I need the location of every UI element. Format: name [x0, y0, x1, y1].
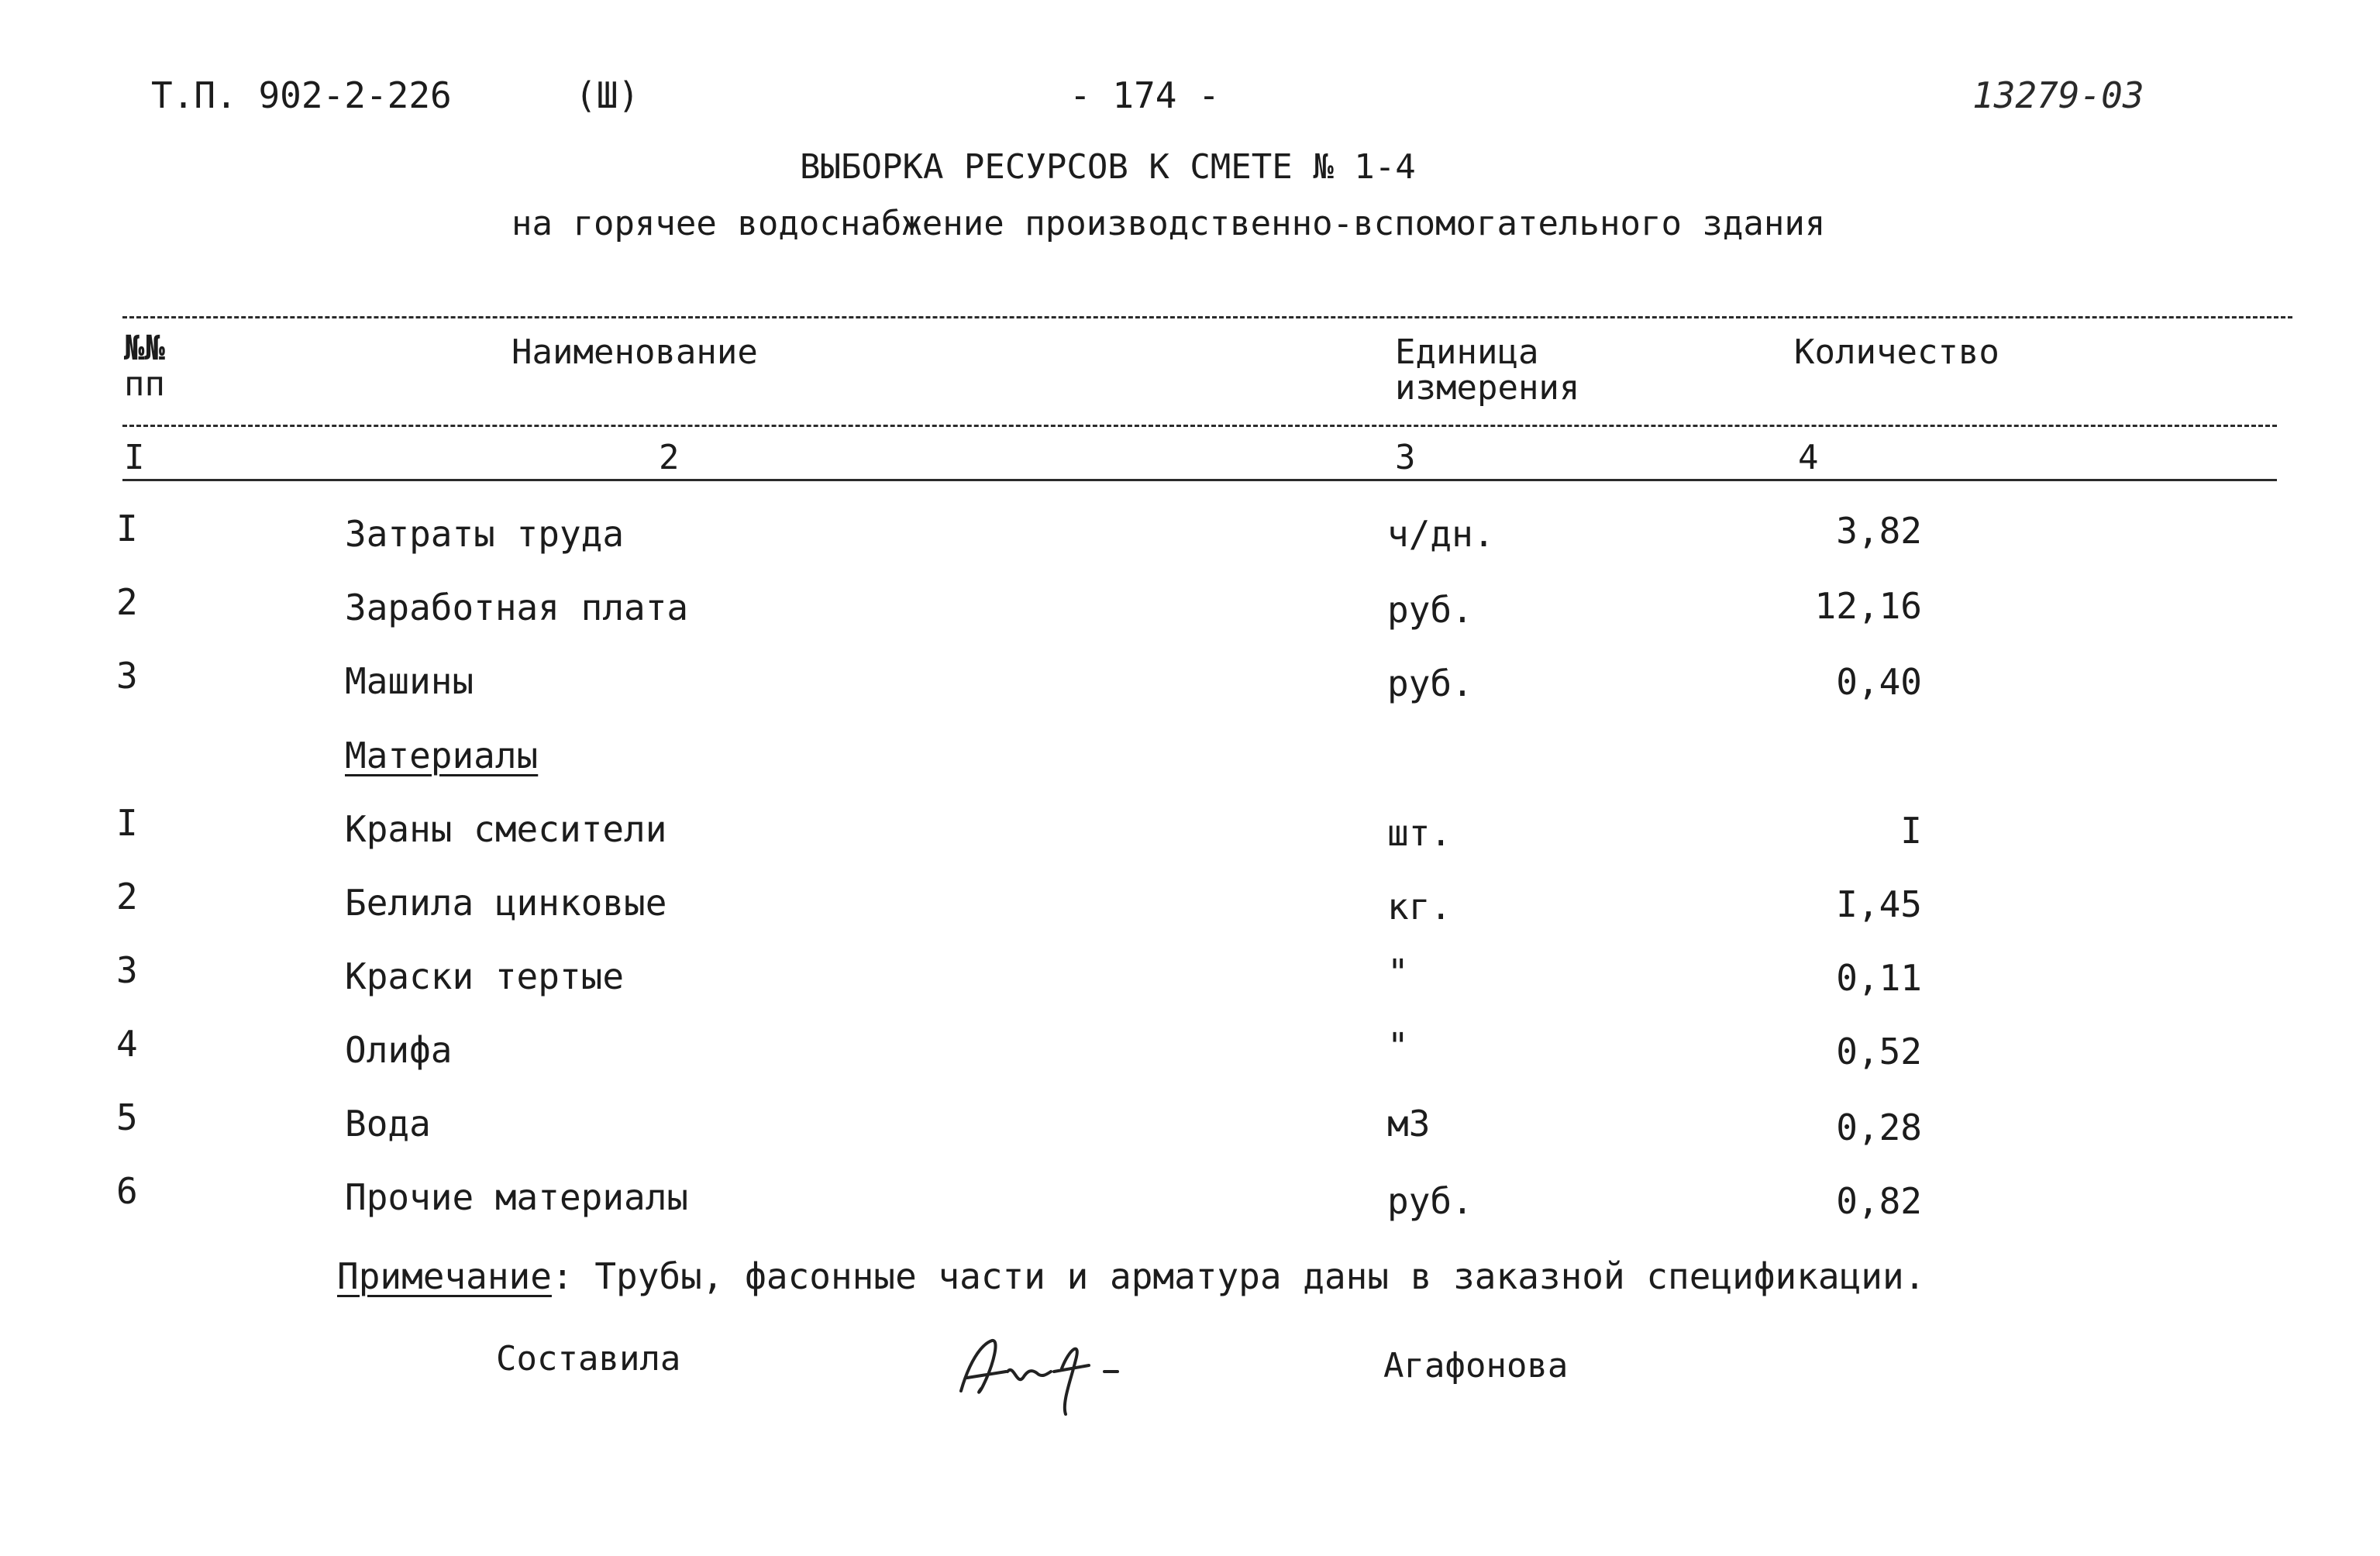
row-unit: кг.: [1387, 886, 1452, 928]
row-quantity: 0,11: [1836, 957, 1922, 999]
column-header-unit-line1: Единица: [1395, 332, 1539, 372]
column-header-number-line2: пп: [124, 364, 165, 404]
compiled-by-name: Агафонова: [1383, 1346, 1569, 1386]
row-name: Заработная плата: [345, 587, 689, 628]
column-number: I: [124, 438, 145, 477]
row-name: Прочие материалы: [345, 1176, 689, 1218]
row-name: Белила цинковые: [345, 882, 667, 924]
column-header-number-line1: №№: [124, 329, 165, 368]
row-name: Машины: [345, 660, 474, 702]
row-unit: ч/дн.: [1387, 513, 1495, 555]
row-name: Краски тертые: [345, 955, 625, 997]
row-number: 4: [116, 1023, 138, 1065]
column-number: 3: [1395, 438, 1416, 477]
footnote-text: : Трубы, фасонные части и арматура даны в заказной спецификации.: [551, 1255, 1926, 1297]
row-name: Затраты труда: [345, 513, 625, 555]
row-number: I: [116, 802, 138, 844]
row-quantity: I: [1900, 810, 1922, 852]
table-top-rule: [122, 316, 2292, 318]
row-unit: ": [1387, 952, 1409, 993]
row-unit: ": [1387, 1025, 1409, 1067]
row-unit: м3: [1387, 1103, 1431, 1145]
row-number: 5: [116, 1096, 138, 1138]
row-name: Вода: [345, 1103, 431, 1145]
header-bottom-rule: [122, 425, 2277, 427]
row-name: Олифа: [345, 1029, 453, 1071]
archive-number: 13279-03: [1972, 74, 2144, 116]
row-quantity: 12,16: [1814, 585, 1922, 627]
materials-heading: Материалы: [345, 735, 539, 776]
row-number: 3: [116, 949, 138, 991]
column-header-number: [124, 331, 165, 402]
column-header-quantity: Количество: [1794, 332, 1999, 372]
column-header-name: Наименование: [511, 332, 758, 372]
column-number: 4: [1798, 438, 1819, 477]
row-number: 3: [116, 655, 138, 697]
row-quantity: 0,40: [1836, 661, 1922, 703]
row-quantity: 0,82: [1836, 1180, 1922, 1222]
page-number: - 174 -: [1069, 74, 1220, 116]
row-quantity: I,45: [1836, 883, 1922, 925]
row-name: Краны смесители: [345, 808, 667, 850]
row-unit: руб.: [1387, 663, 1473, 704]
row-number: I: [116, 508, 138, 549]
row-unit: руб.: [1387, 589, 1473, 631]
footnote-label: Примечание: [337, 1255, 552, 1297]
footnote: [337, 1255, 1925, 1297]
compiled-by-label: Составила: [496, 1339, 681, 1379]
column-header-unit: [1395, 332, 1580, 408]
row-number: 2: [116, 581, 138, 623]
row-unit: руб.: [1387, 1180, 1473, 1222]
row-unit: шт.: [1387, 812, 1452, 854]
column-numbers-rule: [122, 479, 2277, 481]
document-part: (Ш): [575, 74, 640, 116]
column-number: 2: [659, 438, 680, 477]
document-subtitle: на горячее водоснабжение производственно-вспомогательного здания: [511, 204, 1826, 243]
row-number: 6: [116, 1170, 138, 1212]
row-quantity: 0,52: [1836, 1031, 1922, 1072]
document-code: Т.П. 902-2-226: [151, 74, 452, 116]
row-number: 2: [116, 876, 138, 917]
document-title: ВЫБОРКА РЕСУРСОВ К СМЕТЕ № 1-4: [800, 147, 1416, 187]
row-quantity: 0,28: [1836, 1107, 1922, 1148]
signature-image: [945, 1317, 1147, 1418]
row-quantity: 3,82: [1836, 510, 1922, 552]
column-header-unit-line2: измерения: [1395, 368, 1580, 408]
